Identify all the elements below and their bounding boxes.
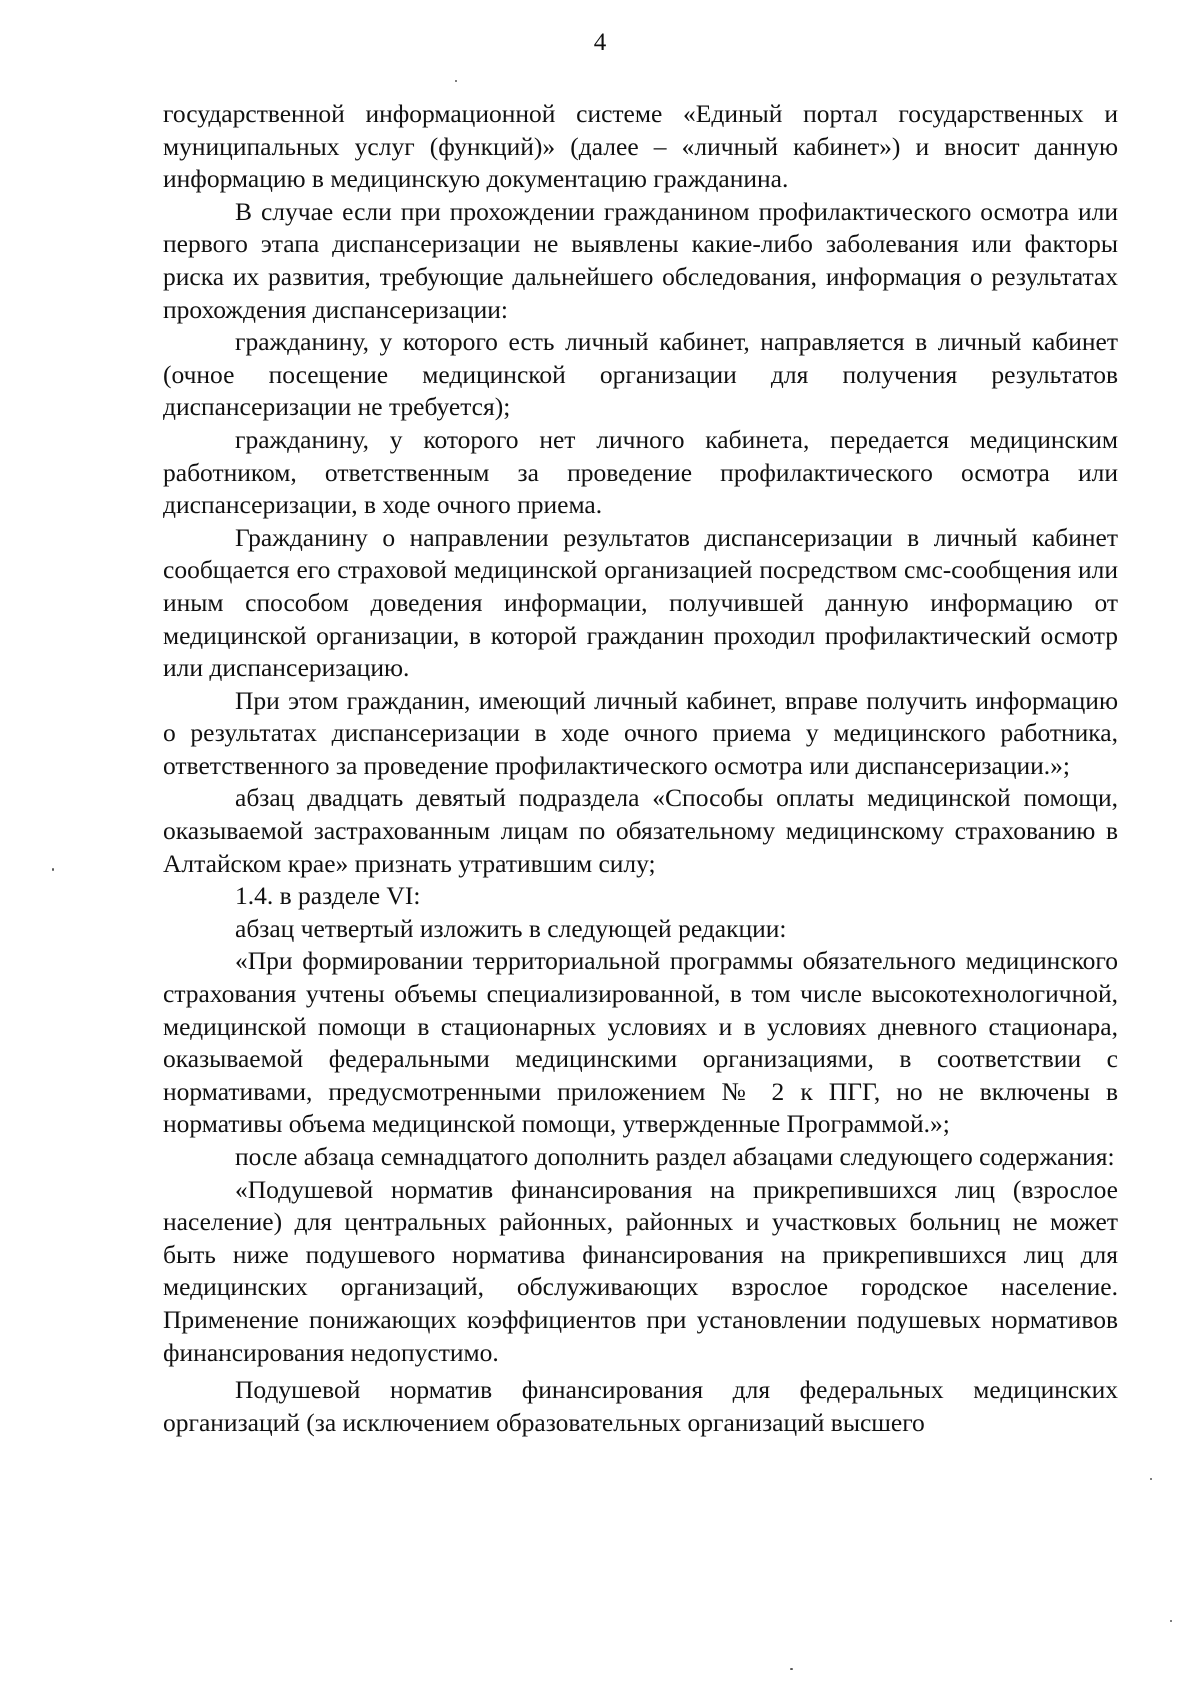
paragraph-without-cabinet: гражданину, у которого нет личного кабинета, передается медицинским работником, ответственным за проведение профилактического осмотра или диспансеризации, в ходе очного приема. — [163, 424, 1118, 520]
page-number: 4 — [593, 29, 607, 56]
scan-speck — [790, 1668, 793, 1670]
paragraph-with-cabinet: гражданину, у которого есть личный кабинет, направляется в личный кабинет (очное посещение медицинской организации для получения результатов диспансеризации не требуется); — [163, 327, 1118, 422]
scan-speck — [455, 80, 457, 82]
paragraph-after-seventeenth: после абзаца семнадцатого дополнить раздел абзацами следующего содержания: — [235, 1142, 1115, 1171]
paragraph-sms-notification: Гражданину о направлении результатов диспансеризации в личный кабинет сообщается его страховой медицинской организацией посредством смс-сообщения или иным способом доведения информации, получившей данную информацию от медицинской организации, в которой гражданин проходил профилактический осмотр или диспансеризацию. — [163, 522, 1118, 683]
paragraph-fourth-clause: абзац четвертый изложить в следующей редакции: — [235, 913, 787, 943]
paragraph-territorial-program: «При формировании территориальной программы обязательного медицинского страхования учтены объемы специализированной, в том числе высокотехнологичной, медицинской помощи в стационарных условиях и в условиях дневного стационара, оказываемой федеральными медицинскими организациями, в соответствии с нормативами, предусмотренными приложением № 2 к ПГГ, но не включены в нормативы объема медицинской помощи, утвержденные Программой.»; — [163, 946, 1118, 1139]
paragraph-in-person-right: При этом гражданин, имеющий личный кабинет, вправе получить информацию о результатах диспансеризации в ходе очного приема у медицинского работника, ответственного за проведение профилактического осмотра или диспансеризации.»; — [163, 685, 1118, 780]
scan-speck — [1150, 1478, 1152, 1480]
paragraph-section-vi: 1.4. в разделе VI: — [235, 881, 421, 911]
paragraph-portal-continuation: государственной информационной системе «Единый портал государственных и муниципальных услуг (функций)» (далее – «личный кабинет») и вносит данную информацию в медицинскую документацию гражданина. — [163, 99, 1118, 194]
paragraph-federal-organizations: Подушевой норматив финансирования для федеральных медицинских организаций (за исключением образовательных организаций высшего — [163, 1375, 1118, 1437]
scan-speck — [1170, 1620, 1172, 1622]
paragraph-no-diseases-case: В случае если при прохождении гражданином профилактического осмотра или первого этапа диспансеризации не выявлены какие-либо заболевания или факторы риска их развития, требующие дальнейшего обследования, информация о результатах прохождения диспансеризации: — [163, 196, 1118, 324]
scan-speck — [52, 868, 54, 871]
paragraph-per-capita-standard: «Подушевой норматив финансирования на прикрепившихся лиц (взрослое население) для центральных районных, районных и участковых больниц не может быть ниже подушевого норматива финансирования на прикрепившихся лиц для медицинских организаций, обслуживающих взрослое городское население. Применение понижающих коэффициентов при установлении подушевых нормативов финансирования недопустимо. — [163, 1174, 1118, 1367]
paragraph-invalidate-clause: абзац двадцать девятый подраздела «Способы оплаты медицинской помощи, оказываемой застрахованным лицам по обязательному медицинскому страхованию в Алтайском крае» признать утратившим силу; — [163, 783, 1118, 878]
document-body — [163, 98, 1118, 1439]
